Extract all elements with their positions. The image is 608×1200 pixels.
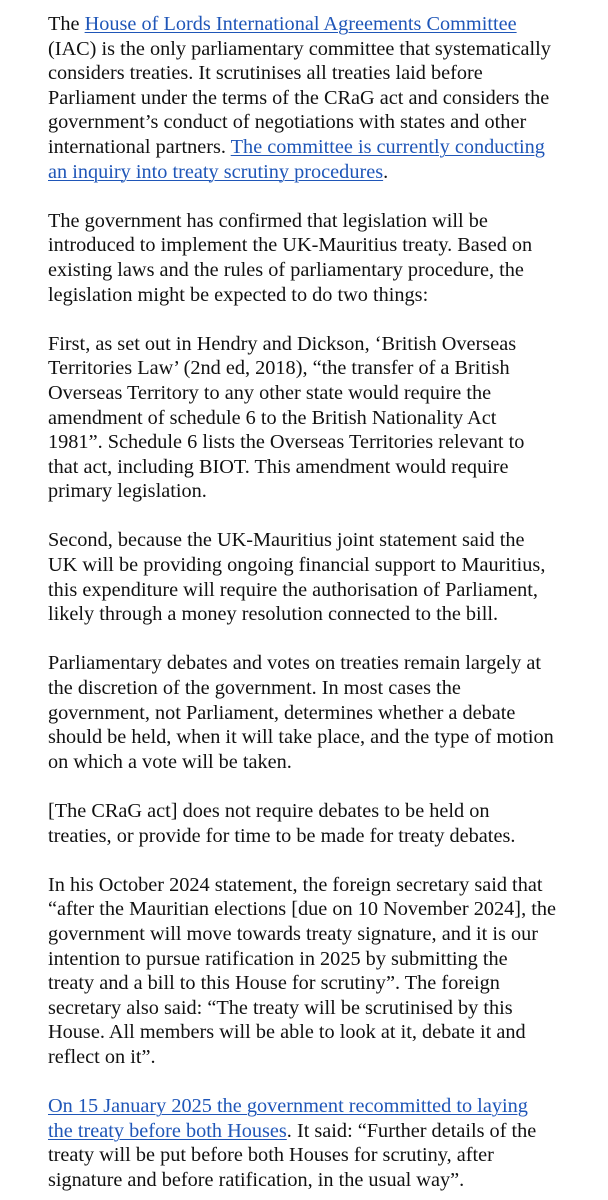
- paragraph-second-financial-support: Second, because the UK-Mauritius joint statement said the UK will be providing ongoing financial support to Mauritius, this expenditure will require the authorisation of Parliament, likely through a money resolution connected to the bill.: [48, 529, 546, 626]
- paragraph-legislation: The government has confirmed that legislation will be introduced to implement the UK-Mauritius treaty. Based on existing laws and the rules of parliamentary procedure, the legislation might be expected to do two things:: [48, 209, 533, 306]
- paragraph-january-2025-body: . It said: “Further details of the treaty will be put before both Houses for scrutiny, after signature and before ratification, in the usual way”.: [48, 1119, 537, 1191]
- paragraph-iac: [48, 12, 578, 184]
- january-2025-recommitment-link[interactable]: On 15 January 2025 the government recommitted to laying the treaty before both Houses: [48, 1095, 528, 1142]
- paragraph-foreign-secretary: In his October 2024 statement, the foreign secretary said that “after the Mauritian elections [due on 10 November 2024], the government will move towards treaty signature, and it is our intention to pursue ratification in 2025 by submitting the treaty and a bill to this House for scrutiny”. The foreign secretary also said: “The treaty will be scrutinised by this House. All members will be able to look at it, debate it and reflect on it”.: [48, 873, 556, 1068]
- paragraph-iac-body: (IAC) is the only parliamentary committee that systematically considers treaties. It scrutinises all treaties laid before Parliament under the terms of the CRaG act and considers the government’s conduct of negotiations with states and other international partners.: [48, 37, 551, 158]
- paragraph-first-schedule-6: First, as set out in Hendry and Dickson, ‘British Overseas Territories Law’ (2nd ed, 2018), “the transfer of a British Overseas Territory to any other state would require the amendment of schedule 6 to the British Nationality Act 1981”. Schedule 6 lists the Overseas Territories relevant to that act, including BIOT. This amendment would require primary legislation.: [48, 332, 525, 503]
- paragraph-crag-quote: [The CRaG act] does not require debates to be held on treaties, or provide for time to be made for treaty debates.: [48, 800, 516, 847]
- article-body: [48, 12, 578, 1193]
- paragraph-iac-end: .: [383, 160, 389, 183]
- treaty-scrutiny-inquiry-link[interactable]: The committee is currently conducting an inquiry into treaty scrutiny procedures: [48, 135, 545, 183]
- paragraph-january-2025: [48, 1094, 578, 1192]
- paragraph-iac-lead: The: [48, 13, 85, 35]
- paragraph-debates-votes: Parliamentary debates and votes on treaties remain largely at the discretion of the government. In most cases the government, not Parliament, determines whether a debate should be held, when it will take place, and the type of motion on which a vote will be taken.: [48, 652, 554, 773]
- iac-committee-link[interactable]: House of Lords International Agreements Committee: [84, 13, 517, 35]
